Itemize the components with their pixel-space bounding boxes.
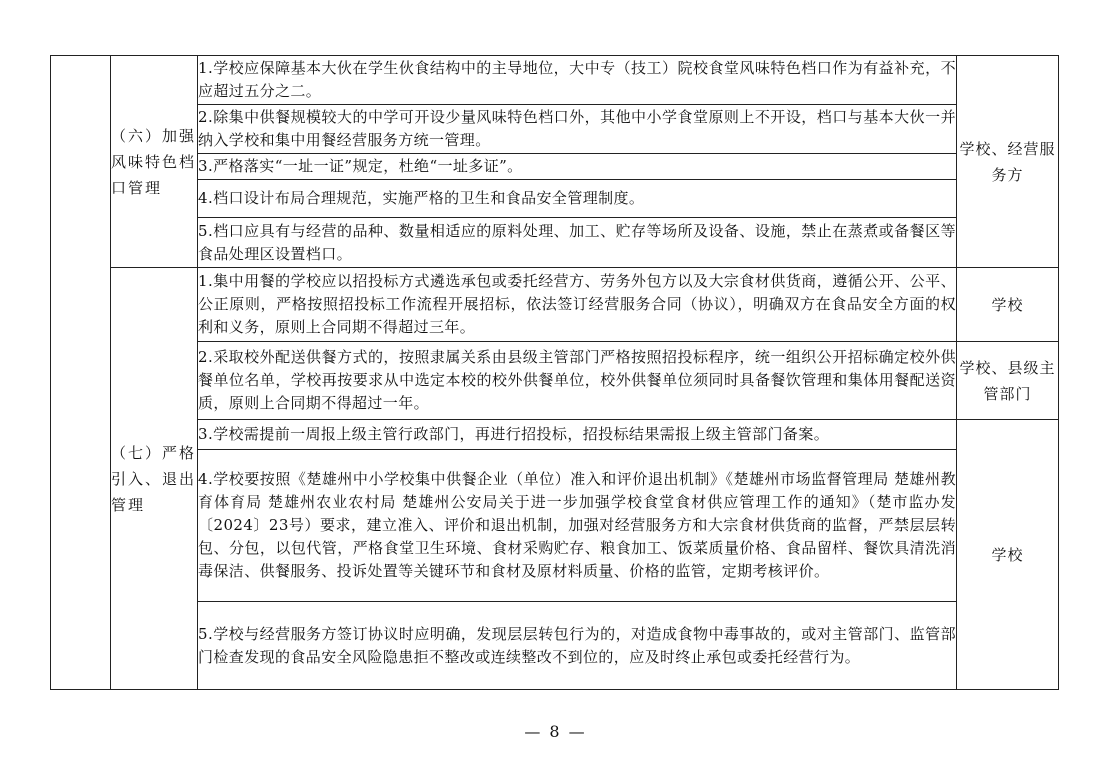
table-item: 4.档口设计布局合理规范，实施严格的卫生和食品安全管理制度。 <box>198 180 957 218</box>
table-item: 2.除集中供餐规模较大的中学可开设少量风味特色档口外，其他中小学食堂原则上不开设，档口与基本大伙一并纳入学校和集中用餐经营服务方统一管理。 <box>198 105 957 154</box>
responsible-dept: 学校 <box>957 268 1059 342</box>
table-row <box>51 218 1059 268</box>
table-row <box>51 420 1059 450</box>
table-item: 5.档口应具有与经营的品种、数量相适应的原料处理、加工、贮存等场所及设备、设施，禁止在蒸煮或备餐区等食品处理区设置档口。 <box>198 218 957 268</box>
table-item: 2.采取校外配送供餐方式的，按照隶属关系由县级主管部门严格按照招投标程序，统一组织公开招标确定校外供餐单位名单，学校再按要求从中选定本校的校外供餐单位，校外供餐单位须同时具备餐饮管理和集体用餐配送资质，原则上合同期不得超过一年。 <box>198 342 957 420</box>
responsibility-table <box>50 55 1059 690</box>
table-item: 1.学校应保障基本大伙在学生伙食结构中的主导地位，大中专（技工）院校食堂风味特色档口作为有益补充，不应超过五分之二。 <box>198 56 957 105</box>
section-title: （七）严格引入、退出管理 <box>111 268 198 690</box>
table-item: 4.学校要按照《楚雄州中小学校集中供餐企业（单位）准入和评价退出机制》《楚雄州市场监督管理局 楚雄州教育体育局 楚雄州农业农村局 楚雄州公安局关于进一步加强学校食堂食材供应管理工作的通知》（楚市监办发〔2024〕23号）要求，建立准入、评价和退出机制，加强对经营服务方和大宗食材供货商的监督，严禁层层转包、分包，以包代管，严格食堂卫生环境、食材采购贮存、粮食加工、饭菜质量价格、食品留样、餐饮具清洗消毒保洁、供餐服务、投诉处置等关键环节和食材及原材料质量、价格的监管，定期考核评价。 <box>198 450 957 602</box>
number-column-cell <box>51 56 111 690</box>
table-row <box>51 154 1059 180</box>
table-item: 5.学校与经营服务方签订协议时应明确，发现层层转包行为的，对造成食物中毒事故的，或对主管部门、监管部门检查发现的食品安全风险隐患拒不整改或连续整改不到位的，应及时终止承包或委托经营行为。 <box>198 602 957 690</box>
responsible-dept: 学校 <box>957 420 1059 690</box>
table-row <box>51 56 1059 105</box>
section-title: （六）加强风味特色档口管理 <box>111 56 198 268</box>
table-row <box>51 180 1059 218</box>
table-row <box>51 105 1059 154</box>
table-row <box>51 450 1059 602</box>
table-item: 1.集中用餐的学校应以招投标方式遴选承包或委托经营方、劳务外包方以及大宗食材供货商，遵循公开、公平、公正原则，严格按照招投标工作流程开展招标，依法签订经营服务合同（协议），明确双方在食品安全方面的权利和义务，原则上合同期不得超过三年。 <box>198 268 957 342</box>
table-row <box>51 342 1059 420</box>
table-item: 3.学校需提前一周报上级主管行政部门，再进行招投标，招投标结果需报上级主管部门备案。 <box>198 420 957 450</box>
responsible-dept: 学校、经营服务方 <box>957 56 1059 268</box>
table-row <box>51 268 1059 342</box>
responsible-dept: 学校、县级主管部门 <box>957 342 1059 420</box>
page-number: — 8 — <box>524 722 587 741</box>
table-item: 3.严格落实“一址一证”规定，杜绝“一址多证”。 <box>198 154 957 180</box>
table-row <box>51 602 1059 690</box>
